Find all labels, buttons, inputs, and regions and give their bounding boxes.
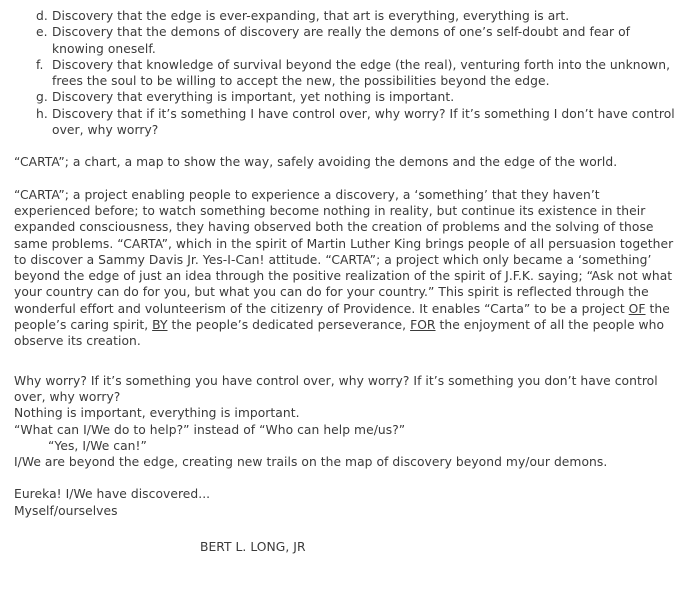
carta-definition: “CARTA”; a chart, a map to show the way, safely avoiding the demons and the edge of the world. (14, 155, 618, 170)
list-item-label: d. (36, 9, 48, 23)
list-item-text: Discovery that knowledge of survival beyond the edge (the real), venturing forth into the unknown, frees the soul to be willing to accept the new, the possibilities beyond the edge. (52, 57, 671, 89)
list-item-text: Discovery that if it’s something I have control over, why worry? If it’s something I don’t have control over, why worry? (52, 106, 675, 138)
list-item-label: f. (36, 57, 44, 72)
list-item (36, 57, 678, 90)
list-item (36, 89, 678, 105)
underlined-of: OF (628, 301, 646, 316)
list-item (36, 8, 678, 24)
list-item-text: Discovery that the demons of discovery are really the demons of one’s self-doubt and fear of knowing oneself. (52, 25, 631, 56)
closing-block (14, 373, 678, 471)
list-item-text: Discovery that the edge is ever-expanding, that art is everything, everything is art. (52, 9, 570, 23)
list-item-text: Discovery that everything is important, yet nothing is important. (52, 90, 455, 105)
closing-line: Why worry? If it’s something you have control over, why worry? If it’s something you don’t have control over, why worry? (14, 373, 658, 404)
closing-line: “What can I/We do to help?” instead of “Who can help me/us?” (14, 422, 406, 437)
carta-text-part: “CARTA”; a project enabling people to experience a discovery, a ‘something’ that they haven’t experienced before; to watch something become nothing in reality, but continue its existence in their expanded consciousness, they having observed both the creation of problems and the solving of those same problems. “CARTA”, which in the spirit of Martin Luther King brings people of all persuasion together to discover a Sammy Davis Jr. Yes-I-Can! attitude. “CARTA”; a project which only became a ‘something’ beyond the edge of just an idea through the positive realization of the spirit of J.F.K. saying; “Ask not what your country can do for you, but what you can do for your country.” This spirit is reflected through the wonderful effort and volunteerism of the citizenry of Providence. It enables “Carta” to be a project (14, 187, 674, 316)
underlined-by: BY (152, 318, 168, 333)
carta-text-part: the enjoyment of all the people who observe its creation. (14, 318, 665, 349)
closing-line: Nothing is important, everything is important. (14, 406, 300, 421)
list-item (36, 24, 678, 57)
carta-project-paragraph (14, 187, 678, 350)
discovery-list (36, 8, 678, 138)
signature: BERT L. LONG, JR (200, 540, 306, 555)
carta-text-part: the people’s caring spirit, (14, 301, 670, 333)
list-item (36, 106, 678, 139)
list-item-label: h. (36, 106, 48, 121)
myself-line: Myself/ourselves (14, 503, 118, 518)
closing-line: I/We are beyond the edge, creating new trails on the map of discovery beyond my/our demons. (14, 455, 608, 470)
list-item-label: g. (36, 90, 48, 105)
list-item-label: e. (36, 25, 48, 40)
underlined-for: FOR (410, 318, 436, 333)
eureka-line: Eureka! I/We have discovered... (14, 487, 211, 502)
closing-line: “Yes, I/We can!” (48, 438, 147, 453)
carta-text-part: the people’s dedicated perseverance, (167, 318, 411, 333)
